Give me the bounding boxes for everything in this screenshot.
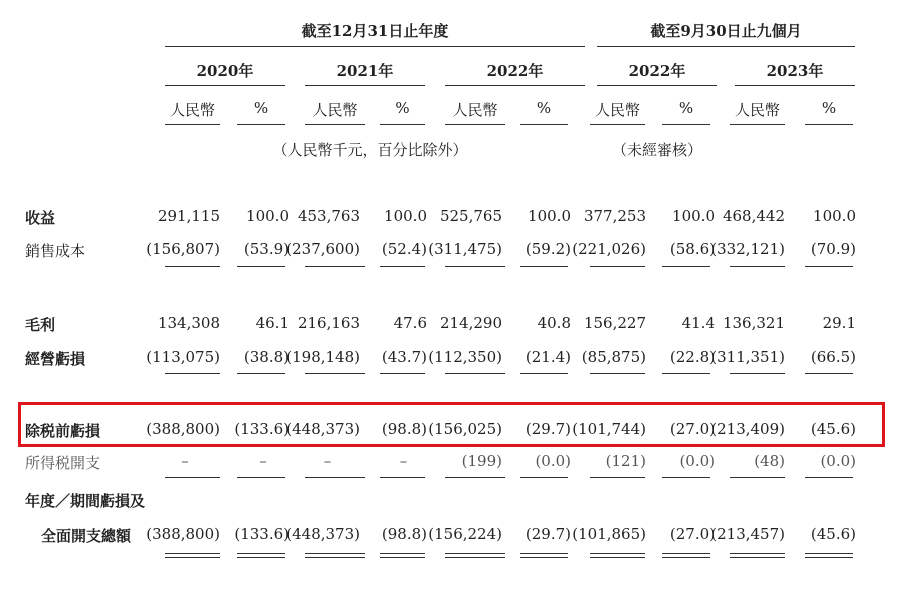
year-header: 2020年	[196, 62, 254, 80]
table-cell: 134,308	[157, 314, 220, 332]
row-label-gross-profit: 毛利	[25, 316, 56, 334]
table-row	[0, 452, 924, 474]
total-double-rule	[380, 553, 425, 558]
subtotal-rule	[805, 477, 853, 478]
table-cell: (112,350)	[428, 348, 502, 366]
subtotal-rule	[730, 477, 785, 478]
table-cell: (52.4)	[381, 240, 427, 258]
group-header-rule	[165, 46, 585, 47]
table-cell: (388,800)	[146, 420, 220, 438]
table-cell: –	[399, 452, 408, 470]
table-cell: 216,163	[297, 314, 360, 332]
year-header: 2022年	[486, 62, 544, 80]
subtotal-rule	[380, 373, 425, 374]
subtotal-rule	[237, 373, 285, 374]
table-cell: (213,457)	[711, 525, 785, 543]
table-cell: (198,148)	[286, 348, 360, 366]
sub-rule	[805, 124, 853, 125]
row-label-revenue: 收益	[25, 209, 56, 227]
table-cell: (66.5)	[810, 348, 856, 366]
rmb-header: 人民幣	[312, 101, 358, 119]
table-cell: (38.8)	[243, 348, 289, 366]
subtotal-rule	[305, 477, 365, 478]
table-cell: (59.2)	[525, 240, 571, 258]
subtotal-rule	[380, 477, 425, 478]
table-cell: (311,351)	[711, 348, 785, 366]
subtotal-rule	[662, 266, 710, 267]
rmb-header: 人民幣	[169, 101, 215, 119]
table-cell: 214,290	[439, 314, 502, 332]
total-double-rule	[662, 553, 710, 558]
total-double-rule	[237, 553, 285, 558]
group-header-year-ended: 截至12月31日止年度	[301, 22, 449, 40]
table-cell: (156,807)	[146, 240, 220, 258]
subtotal-rule	[520, 477, 568, 478]
table-cell: (70.9)	[810, 240, 856, 258]
pct-header: %	[253, 99, 269, 117]
table-row	[0, 348, 924, 370]
year-rule	[735, 85, 855, 86]
table-cell: 29.1	[822, 314, 856, 332]
year-header: 2021年	[336, 62, 394, 80]
table-cell: (133.6)	[234, 420, 289, 438]
table-row	[0, 240, 924, 262]
year-rule	[305, 85, 425, 86]
table-cell: (213,409)	[711, 420, 785, 438]
table-cell: (58.6)	[669, 240, 715, 258]
subtotal-rule	[730, 373, 785, 374]
table-cell: (45.6)	[810, 525, 856, 543]
table-cell: 525,765	[439, 207, 502, 225]
table-cell: 41.4	[681, 314, 715, 332]
rmb-header: 人民幣	[452, 101, 498, 119]
sub-rule	[237, 124, 285, 125]
table-cell: (0.0)	[535, 452, 571, 470]
table-cell: 100.0	[672, 207, 715, 225]
pct-header: %	[395, 99, 410, 117]
table-cell: (85,875)	[581, 348, 646, 366]
rmb-header: 人民幣	[734, 101, 780, 119]
table-cell: (29.7)	[525, 420, 571, 438]
row-label-total-comprehensive-expense: 全面開支總額	[41, 527, 132, 545]
year-rule	[597, 85, 717, 86]
subtotal-rule	[165, 477, 220, 478]
row-label-loss-and-total-line1: 年度／期間虧損及	[25, 492, 146, 510]
table-cell: (113,075)	[146, 348, 220, 366]
table-cell: (221,026)	[572, 240, 646, 258]
subtotal-rule	[445, 373, 505, 374]
sub-rule	[305, 124, 365, 125]
table-cell: (156,224)	[428, 525, 502, 543]
table-cell: –	[259, 452, 267, 470]
subtotal-rule	[237, 266, 285, 267]
table-cell: (27.0)	[669, 420, 715, 438]
subtotal-rule	[445, 266, 505, 267]
table-cell: (101,865)	[572, 525, 646, 543]
sub-rule	[445, 124, 505, 125]
highlight-box	[18, 402, 885, 447]
row-label-cost-of-sales: 銷售成本	[25, 242, 86, 260]
year-rule	[165, 85, 285, 86]
table-cell: 100.0	[246, 207, 289, 225]
year-header: 2022年	[628, 62, 686, 80]
table-cell: (237,600)	[286, 240, 360, 258]
table-cell: (21.4)	[525, 348, 571, 366]
subtotal-rule	[590, 477, 645, 478]
row-label-loss-before-tax: 除税前虧損	[25, 422, 101, 440]
total-double-rule	[590, 553, 645, 558]
table-row	[0, 207, 924, 229]
table-cell: (98.8)	[381, 525, 427, 543]
table-cell: (133.6)	[234, 525, 289, 543]
subtotal-rule	[305, 373, 365, 374]
table-cell: (43.7)	[381, 348, 427, 366]
total-double-rule	[730, 553, 785, 558]
table-cell: 377,253	[583, 207, 646, 225]
table-cell: 46.1	[255, 314, 289, 332]
subtotal-rule	[590, 266, 645, 267]
total-double-rule	[805, 553, 853, 558]
table-cell: (98.8)	[381, 420, 427, 438]
subtotal-rule	[590, 373, 645, 374]
subtotal-rule	[805, 266, 853, 267]
table-cell: 40.8	[537, 314, 571, 332]
table-cell: (0.0)	[679, 452, 715, 470]
table-cell: (45.6)	[810, 420, 856, 438]
subtotal-rule	[520, 373, 568, 374]
group-header-nine-months: 截至9月30日止九個月	[650, 22, 802, 40]
table-cell: (121)	[605, 452, 646, 470]
table-cell: –	[323, 452, 332, 470]
subtotal-rule	[380, 266, 425, 267]
pct-header: %	[678, 99, 694, 117]
sub-rule	[590, 124, 645, 125]
table-cell: 468,442	[722, 207, 785, 225]
sub-rule	[730, 124, 785, 125]
year-rule	[445, 85, 585, 86]
table-cell: 453,763	[297, 207, 360, 225]
rmb-header: 人民幣	[594, 101, 640, 119]
table-cell: (101,744)	[572, 420, 646, 438]
table-cell: (156,025)	[428, 420, 502, 438]
table-cell: (48)	[754, 452, 785, 470]
table-cell: (53.9)	[243, 240, 289, 258]
table-cell: 100.0	[813, 207, 856, 225]
table-cell: (311,475)	[428, 240, 502, 258]
subtotal-rule	[662, 477, 710, 478]
table-cell: (332,121)	[711, 240, 785, 258]
table-cell: (29.7)	[525, 525, 571, 543]
table-cell: –	[181, 452, 189, 470]
table-cell: 156,227	[583, 314, 646, 332]
group-header-rule	[597, 46, 855, 47]
table-cell: 291,115	[157, 207, 220, 225]
unaudited-note: （未經審核）	[611, 141, 702, 159]
subtotal-rule	[520, 266, 568, 267]
subtotal-rule	[165, 266, 220, 267]
table-cell: 100.0	[384, 207, 427, 225]
total-double-rule	[165, 553, 220, 558]
pct-header: %	[536, 99, 552, 117]
row-label-income-tax: 所得税開支	[25, 454, 101, 472]
subtotal-rule	[165, 373, 220, 374]
table-cell: 136,321	[722, 314, 785, 332]
subtotal-rule	[237, 477, 285, 478]
table-cell: (199)	[461, 452, 502, 470]
row-label-operating-loss: 經營虧損	[25, 350, 86, 368]
subtotal-rule	[805, 373, 853, 374]
subtotal-rule	[730, 266, 785, 267]
total-double-rule	[445, 553, 505, 558]
table-row	[0, 314, 924, 336]
table-cell: (27.0)	[669, 525, 715, 543]
subtotal-rule	[305, 266, 365, 267]
table-cell: (448,373)	[286, 525, 360, 543]
table-cell: 47.6	[393, 314, 427, 332]
sub-rule	[520, 124, 568, 125]
table-cell: 100.0	[528, 207, 571, 225]
total-double-rule	[520, 553, 568, 558]
subtotal-rule	[445, 477, 505, 478]
year-header: 2023年	[766, 62, 824, 80]
table-row	[0, 525, 924, 547]
total-double-rule	[305, 553, 365, 558]
table-cell: (22.8)	[669, 348, 715, 366]
pct-header: %	[821, 99, 837, 117]
table-cell: (388,800)	[146, 525, 220, 543]
sub-rule	[165, 124, 220, 125]
unit-note: （人民幣千元，百分比除外）	[272, 141, 468, 159]
sub-rule	[662, 124, 710, 125]
table-cell: (0.0)	[820, 452, 856, 470]
table-cell: (448,373)	[286, 420, 360, 438]
sub-rule	[380, 124, 425, 125]
subtotal-rule	[662, 373, 710, 374]
